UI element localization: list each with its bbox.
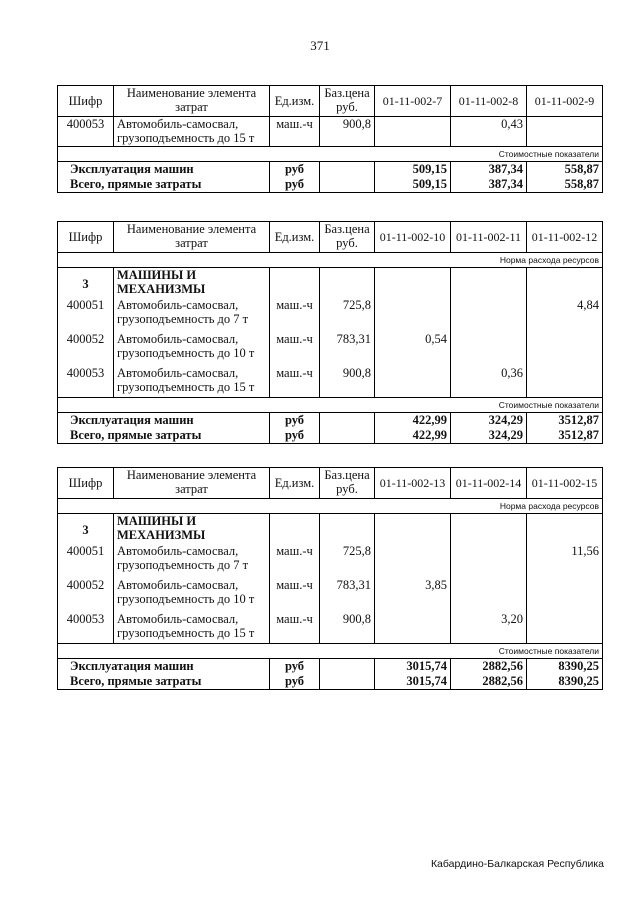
resource-name: Автомобиль-самосвал, грузоподъемность до 15 т <box>114 117 270 147</box>
resource-name: Автомобиль-самосвал, грузоподъемность до 15 т <box>114 612 270 644</box>
header-price: Баз.цена руб. <box>320 86 375 117</box>
total-value: 324,29 <box>451 413 527 429</box>
resource-price: 900,8 <box>320 612 375 644</box>
header-code: Шифр <box>58 222 114 253</box>
total-value: 509,15 <box>375 177 451 193</box>
header-unit: Ед.изм. <box>270 86 320 117</box>
table-row <box>58 612 603 644</box>
resource-unit: маш.-ч <box>270 298 320 332</box>
resource-price: 900,8 <box>320 366 375 398</box>
resource-value: 11,56 <box>527 544 603 578</box>
section-code: 3 <box>58 268 114 298</box>
resource-value <box>527 612 603 644</box>
total-label: Эксплуатация машин <box>58 413 270 429</box>
total-value: 558,87 <box>527 177 603 193</box>
resource-unit: маш.-ч <box>270 578 320 612</box>
resource-unit: маш.-ч <box>270 366 320 398</box>
section-name: МАШИНЫ И МЕХАНИЗМЫ <box>114 514 270 544</box>
resource-norm-label: Норма расхода ресурсов <box>58 499 603 514</box>
total-value: 3015,74 <box>375 659 451 675</box>
total-value: 3512,87 <box>527 428 603 444</box>
resource-price: 783,31 <box>320 332 375 366</box>
cost-indicators-label: Стоимостные показатели <box>58 147 603 162</box>
total-value: 8390,25 <box>527 659 603 675</box>
resource-unit: маш.-ч <box>270 544 320 578</box>
norm-code: 01-11-002-11 <box>451 222 527 253</box>
norm-code: 01-11-002-7 <box>375 86 451 117</box>
total-label: Эксплуатация машин <box>58 659 270 675</box>
total-value: 3512,87 <box>527 413 603 429</box>
resource-value <box>527 366 603 398</box>
norm-code: 01-11-002-15 <box>527 468 603 499</box>
table-row <box>58 298 603 332</box>
estimate-table-1 <box>57 85 603 193</box>
total-label: Всего, прямые затраты <box>58 674 270 690</box>
resource-cipher: 400052 <box>58 578 114 612</box>
header-unit: Ед.изм. <box>270 222 320 253</box>
total-value: 2882,56 <box>451 659 527 675</box>
section-name: МАШИНЫ И МЕХАНИЗМЫ <box>114 268 270 298</box>
total-value: 509,15 <box>375 162 451 178</box>
resource-price: 725,8 <box>320 544 375 578</box>
total-label: Всего, прямые затраты <box>58 177 270 193</box>
resource-price: 725,8 <box>320 298 375 332</box>
resource-value: 0,54 <box>375 332 451 366</box>
norm-code: 01-11-002-13 <box>375 468 451 499</box>
table-row <box>58 117 603 147</box>
resource-value <box>451 298 527 332</box>
total-label: Всего, прямые затраты <box>58 428 270 444</box>
header-name: Наименование элемента затрат <box>114 468 270 499</box>
total-label: Эксплуатация машин <box>58 162 270 178</box>
total-unit: руб <box>270 177 320 193</box>
total-value: 8390,25 <box>527 674 603 690</box>
table-row <box>58 544 603 578</box>
total-value: 387,34 <box>451 162 527 178</box>
total-value: 422,99 <box>375 428 451 444</box>
resource-unit: маш.-ч <box>270 332 320 366</box>
resource-unit: маш.-ч <box>270 612 320 644</box>
resource-value: 0,36 <box>451 366 527 398</box>
estimate-table-3 <box>57 467 603 690</box>
total-value: 3015,74 <box>375 674 451 690</box>
resource-cipher: 400052 <box>58 332 114 366</box>
section-row <box>58 514 603 544</box>
resource-name: Автомобиль-самосвал, грузоподъемность до 7 т <box>114 298 270 332</box>
resource-value <box>375 298 451 332</box>
resource-value: 3,20 <box>451 612 527 644</box>
header-price: Баз.цена руб. <box>320 222 375 253</box>
total-value: 558,87 <box>527 162 603 178</box>
header-name: Наименование элемента затрат <box>114 222 270 253</box>
norm-code: 01-11-002-8 <box>451 86 527 117</box>
section-row <box>58 268 603 298</box>
total-row <box>58 162 603 178</box>
resource-value: 0,43 <box>451 117 527 147</box>
total-unit: руб <box>270 659 320 675</box>
header-price: Баз.цена руб. <box>320 468 375 499</box>
total-unit: руб <box>270 428 320 444</box>
section-code: 3 <box>58 514 114 544</box>
resource-price: 900,8 <box>320 117 375 147</box>
norm-code: 01-11-002-14 <box>451 468 527 499</box>
page-number: 371 <box>310 38 330 53</box>
total-unit: руб <box>270 413 320 429</box>
table-row <box>58 366 603 398</box>
resource-name: Автомобиль-самосвал, грузоподъемность до 7 т <box>114 544 270 578</box>
total-unit: руб <box>270 674 320 690</box>
resource-norm-label: Норма расхода ресурсов <box>58 253 603 268</box>
total-value: 387,34 <box>451 177 527 193</box>
total-row <box>58 674 603 690</box>
resource-value <box>375 544 451 578</box>
resource-cipher: 400053 <box>58 117 114 147</box>
table-row <box>58 332 603 366</box>
resource-cipher: 400053 <box>58 366 114 398</box>
norm-code: 01-11-002-10 <box>375 222 451 253</box>
header-code: Шифр <box>58 468 114 499</box>
resource-value <box>451 544 527 578</box>
header-unit: Ед.изм. <box>270 468 320 499</box>
estimate-table-2 <box>57 221 603 444</box>
resource-value <box>527 117 603 147</box>
resource-cipher: 400053 <box>58 612 114 644</box>
total-row <box>58 428 603 444</box>
resource-unit: маш.-ч <box>270 117 320 147</box>
total-row <box>58 659 603 675</box>
resource-name: Автомобиль-самосвал, грузоподъемность до 10 т <box>114 578 270 612</box>
total-value: 324,29 <box>451 428 527 444</box>
norm-code: 01-11-002-12 <box>527 222 603 253</box>
resource-price: 783,31 <box>320 578 375 612</box>
resource-value <box>527 332 603 366</box>
total-row <box>58 413 603 429</box>
resource-value: 4,84 <box>527 298 603 332</box>
header-name: Наименование элемента затрат <box>114 86 270 117</box>
resource-value <box>451 578 527 612</box>
resource-cipher: 400051 <box>58 298 114 332</box>
table-row <box>58 578 603 612</box>
footer-region-name: Кабардино-Балкарская Республика <box>430 858 604 870</box>
resource-value <box>375 612 451 644</box>
resource-value <box>375 366 451 398</box>
resource-value <box>375 117 451 147</box>
resource-cipher: 400051 <box>58 544 114 578</box>
resource-value <box>527 578 603 612</box>
resource-value: 3,85 <box>375 578 451 612</box>
resource-value <box>451 332 527 366</box>
total-row <box>58 177 603 193</box>
resource-name: Автомобиль-самосвал, грузоподъемность до 15 т <box>114 366 270 398</box>
norm-code: 01-11-002-9 <box>527 86 603 117</box>
total-value: 422,99 <box>375 413 451 429</box>
cost-indicators-label: Стоимостные показатели <box>58 644 603 659</box>
resource-name: Автомобиль-самосвал, грузоподъемность до 10 т <box>114 332 270 366</box>
header-code: Шифр <box>58 86 114 117</box>
total-value: 2882,56 <box>451 674 527 690</box>
cost-indicators-label: Стоимостные показатели <box>58 398 603 413</box>
total-unit: руб <box>270 162 320 178</box>
